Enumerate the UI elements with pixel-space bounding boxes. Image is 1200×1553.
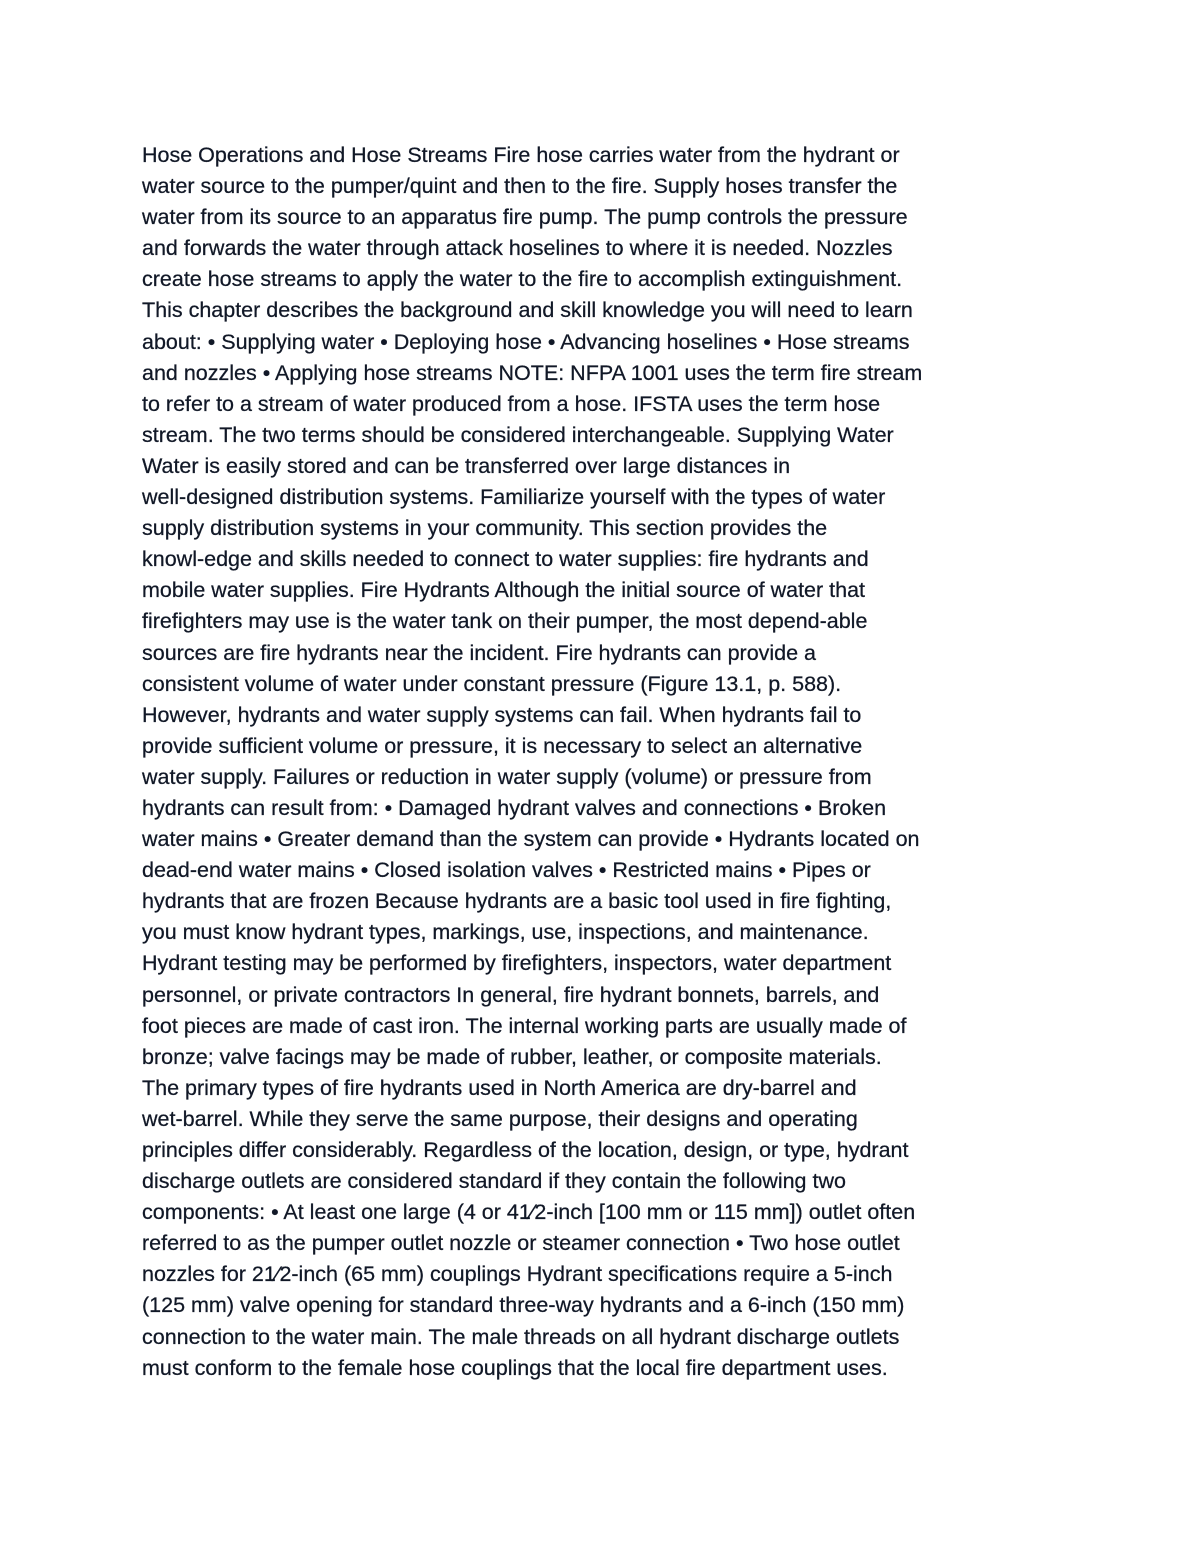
text-line: to refer to a stream of water produced from a hose. IFSTA uses the term hose [142,391,881,416]
body-paragraph [142,140,1072,1384]
text-line: discharge outlets are considered standard if they contain the following two [142,1169,846,1194]
text-line: sources are fire hydrants near the incident. Fire hydrants can provide a [142,640,817,665]
text-line: Hose Operations and Hose Streams Fire hose carries water from the hydrant or [142,143,900,167]
text-line: well-designed distribution systems. Familiarize yourself with the types of water [142,485,886,510]
text-line: about: • Supplying water • Deploying hose • Advancing hoselines • Hose streams [142,329,910,354]
text-line: water from its source to an apparatus fire pump. The pump controls the pressure [142,205,908,230]
text-line: wet-barrel. While they serve the same purpose, their designs and operating [142,1106,858,1131]
text-line: hydrants can result from: • Damaged hydrant valves and connections • Broken [142,795,887,820]
text-line: principles differ considerably. Regardless of the location, design, or type, hydrant [142,1138,909,1162]
text-line: knowl-edge and skills needed to connect to water supplies: fire hydrants and [142,547,869,572]
text-line: personnel, or private contractors In general, fire hydrant bonnets, barrels, and [142,982,880,1007]
text-line: provide sufficient volume or pressure, it is necessary to select an alternative [142,733,863,758]
text-line: stream. The two terms should be considered interchangeable. Supplying Water [142,422,894,447]
text-line: water source to the pumper/quint and then to the fire. Supply hoses transfer the [142,174,898,199]
text-line: However, hydrants and water supply systems can fail. When hydrants fail to [142,702,862,727]
text-line: water supply. Failures or reduction in water supply (volume) or pressure from [142,764,872,789]
text-line: referred to as the pumper outlet nozzle or steamer connection • Two hose outlet [142,1231,900,1256]
text-line: you must know hydrant types, markings, use, inspections, and maintenance. [142,920,869,945]
text-line: and forwards the water through attack hoselines to where it is needed. Nozzles [142,236,893,261]
text-line: consistent volume of water under constant pressure (Figure 13.1, p. 588). [142,671,842,696]
text-line: and nozzles • Applying hose streams NOTE: NFPA 1001 uses the term fire stream [142,360,923,385]
text-line: dead-end water mains • Closed isolation valves • Restricted mains • Pipes or [142,858,871,883]
text-line: Hydrant testing may be performed by firefighters, inspectors, water department [142,951,892,976]
text-line: (125 mm) valve opening for standard three-way hydrants and a 6-inch (150 mm) [142,1293,905,1318]
text-line: This chapter describes the background and skill knowledge you will need to learn [142,298,913,323]
text-line: nozzles for 21⁄2-inch (65 mm) couplings Hydrant specifications require a 5-inch [142,1262,893,1287]
text-line: firefighters may use is the water tank on their pumper, the most depend-able [142,609,868,634]
text-line: The primary types of fire hydrants used in North America are dry-barrel and [142,1075,857,1100]
text-line: water mains • Greater demand than the system can provide • Hydrants located on [142,827,920,852]
text-line: components: • At least one large (4 or 41⁄2-inch [100 mm or 115 mm]) outlet often [142,1200,916,1225]
text-line: Water is easily stored and can be transferred over large distances in [142,453,791,478]
text-line: bronze; valve facings may be made of rubber, leather, or composite materials. [142,1044,882,1069]
text-line: supply distribution systems in your community. This section provides the [142,516,828,541]
text-line: hydrants that are frozen Because hydrants are a basic tool used in fire fighting, [142,889,892,914]
text-line: mobile water supplies. Fire Hydrants Although the initial source of water that [142,578,866,603]
text-line: connection to the water main. The male threads on all hydrant discharge outlets [142,1324,900,1349]
text-line: must conform to the female hose couplings that the local fire department uses. [142,1355,888,1380]
text-line: create hose streams to apply the water to the fire to accomplish extinguishment. [142,267,903,292]
text-line: foot pieces are made of cast iron. The internal working parts are usually made of [142,1013,907,1038]
